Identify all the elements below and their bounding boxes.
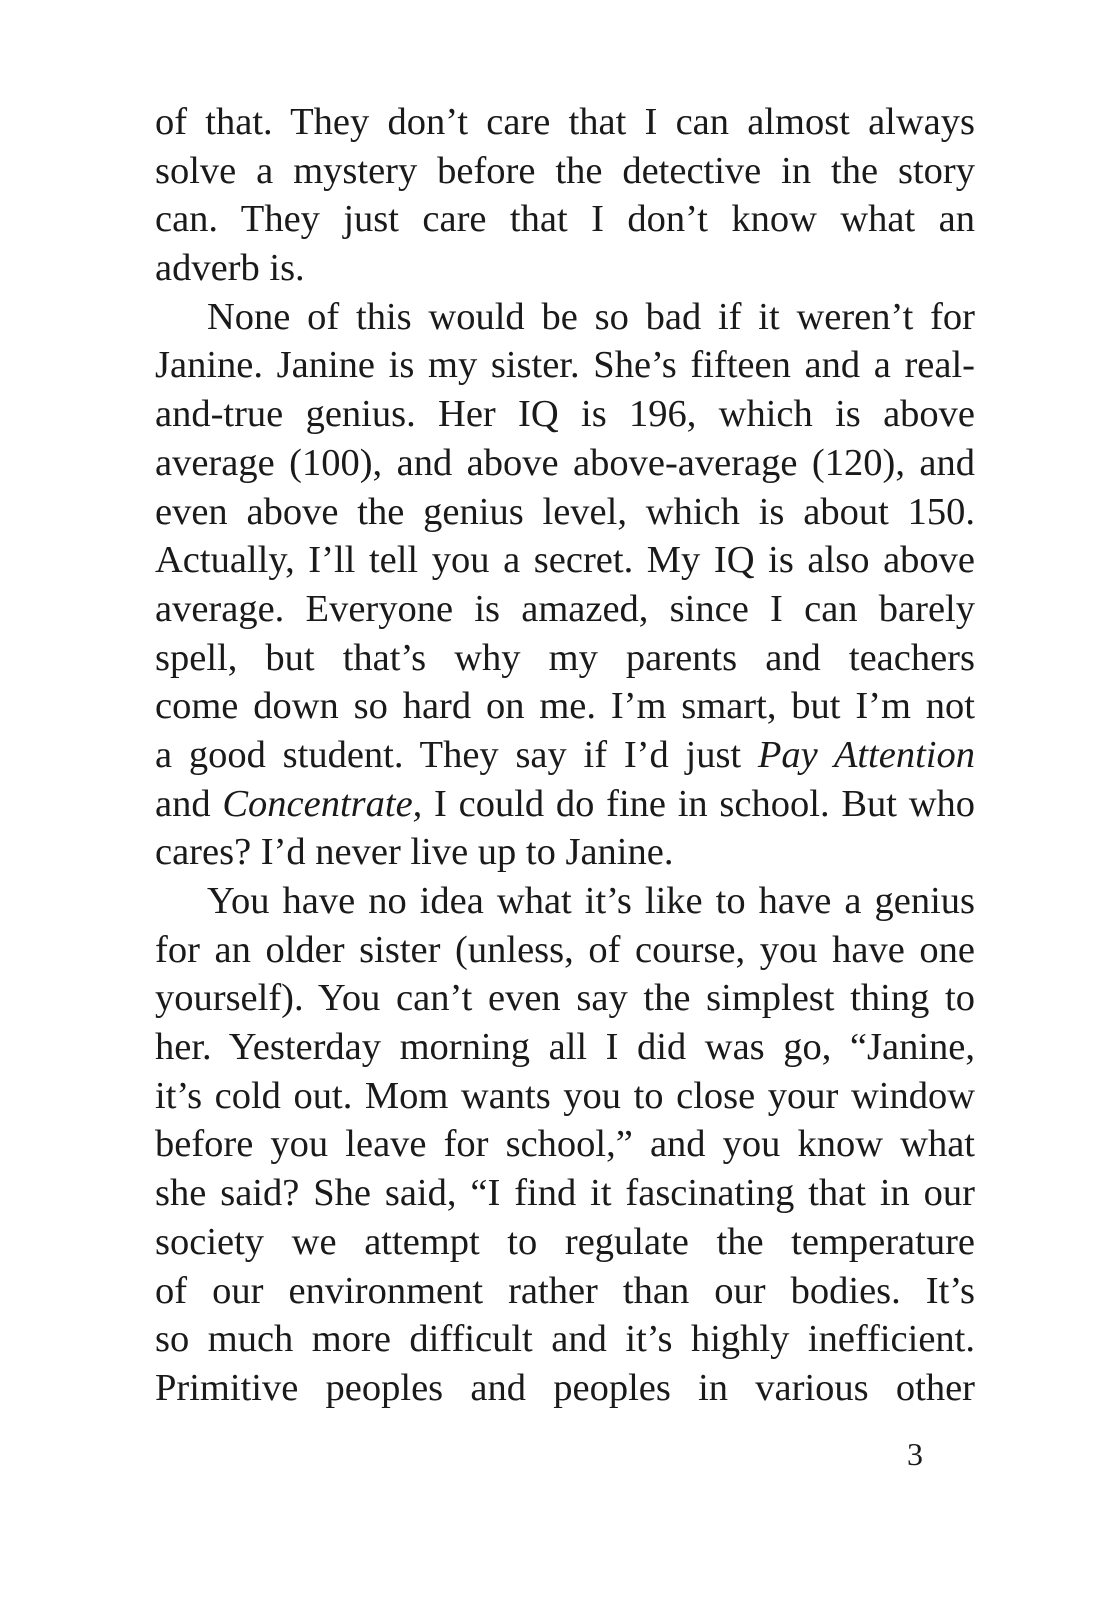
text-line: cares? I’d never live up to Janine. — [155, 831, 674, 874]
text-line: of that. They don’t care that I can almost always — [155, 101, 975, 143]
paragraph-first-line: You have no idea what it’s like to have a genius — [207, 880, 975, 922]
text-line: can. They just care that I don’t know what an — [155, 198, 975, 241]
page-number: 3 — [907, 1436, 923, 1472]
text-line: solve a mystery before the detective in the story — [155, 149, 975, 192]
text-line: even above the genius level, which is about 150. — [155, 490, 975, 533]
text-line: Primitive peoples and peoples in various other — [155, 1366, 975, 1409]
text-line: average. Everyone is amazed, since I can barely — [155, 587, 975, 630]
text-line: and-true genius. Her IQ is 196, which is above — [155, 393, 975, 436]
text-line: society we attempt to regulate the temperature — [155, 1220, 975, 1263]
text-line: it’s cold out. Mom wants you to close your window — [155, 1074, 975, 1117]
text-line: for an older sister (unless, of course, you have one — [155, 928, 975, 971]
text-line: Janine. Janine is my sister. She’s fifteen and a real- — [155, 344, 975, 387]
italic-phrase: Concentrate, — [222, 782, 423, 825]
text-line — [155, 731, 975, 780]
text-line: of our environment rather than our bodies. It’s — [155, 1269, 975, 1312]
text-line: adverb is. — [155, 247, 305, 290]
text-segment: I could do fine in school. But who — [422, 782, 975, 825]
text-line: her. Yesterday morning all I did was go, “Janine, — [155, 1026, 975, 1069]
paragraph-first-line: None of this would be so bad if it weren’t for — [207, 295, 975, 338]
body-text — [155, 98, 975, 1413]
text-line: spell, but that’s why my parents and teachers — [155, 636, 975, 679]
text-line: she said? She said, “I find it fascinating that in our — [155, 1172, 975, 1215]
text-segment: and — [155, 782, 223, 825]
text-line: before you leave for school,” and you know what — [155, 1123, 975, 1166]
text-line: so much more difficult and it’s highly inefficient. — [155, 1318, 975, 1361]
text-line: Actually, I’ll tell you a secret. My IQ is also above — [155, 539, 975, 582]
text-line: come down so hard on me. I’m smart, but I’m not — [155, 685, 975, 728]
text-line — [155, 780, 975, 829]
text-line: average (100), and above above-average (120), and — [155, 441, 975, 484]
text-line: yourself). You can’t even say the simplest thing to — [155, 977, 975, 1020]
italic-phrase: Pay Attention — [757, 733, 975, 776]
text-segment: a good student. They say if I’d just — [155, 733, 758, 776]
